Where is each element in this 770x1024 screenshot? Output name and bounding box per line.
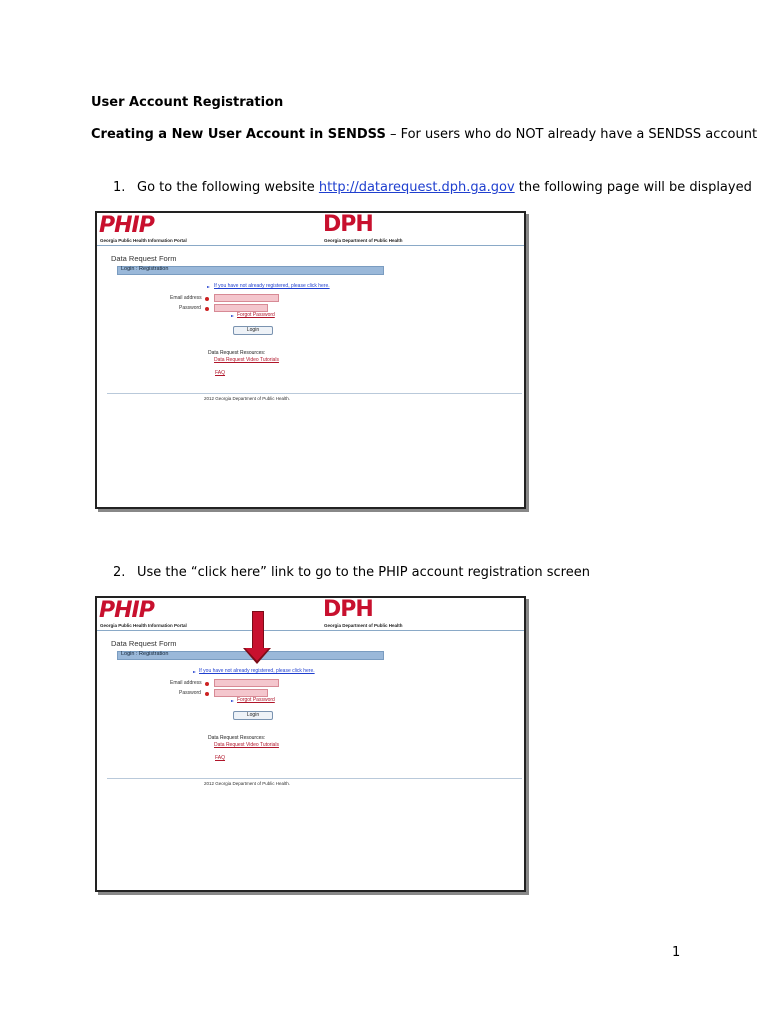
email-field[interactable] [214,294,279,302]
step-1-prefix: Go to the following website [137,180,319,195]
forgot-password-link[interactable]: Forgot Password [237,697,275,703]
password-field[interactable] [214,304,268,312]
dph-subtitle: Georgia Department of Public Health [324,238,403,243]
portal-header [97,598,524,631]
required-dot-icon [205,692,209,696]
dph-logo: DPH [323,212,373,237]
phip-logo: PHIP [99,598,154,623]
video-tutorials-link[interactable]: Data Request Video Tutorials [214,357,279,363]
login-button[interactable]: Login [233,326,273,335]
video-tutorials-link[interactable]: Data Request Video Tutorials [214,742,279,748]
bullet-arrow-icon [193,671,196,673]
copyright: 2012 Georgia Department of Public Health. [204,781,291,786]
footer-divider [107,778,522,779]
screenshot-2 [95,596,526,892]
document-heading: User Account Registration [91,95,284,110]
subheading-rest: – For users who do NOT already have a SENDSS account [385,127,758,142]
step-1-suffix: the following page will be displayed [514,180,752,195]
portal-header [97,213,524,246]
register-click-here-link[interactable]: If you have not already registered, please click here. [214,283,330,289]
bullet-arrow-icon [207,286,210,288]
copyright: 2012 Georgia Department of Public Health. [204,396,291,401]
forgot-password-link[interactable]: Forgot Password [237,312,275,318]
arrow-head-fill [245,648,269,661]
step-1-number: 1. [113,180,126,195]
footer-divider [107,393,522,394]
login-button[interactable]: Login [233,711,273,720]
login-bar-label: Login : Registration [121,266,169,272]
resources-title: Data Request Resources: [208,735,266,741]
password-field[interactable] [214,689,268,697]
form-title: Data Request Form [111,639,177,648]
password-label: Password [179,305,201,311]
faq-link[interactable]: FAQ [215,755,226,761]
arrow-shaft [252,611,264,651]
login-bar-label: Login : Registration [121,651,169,657]
register-click-here-link[interactable]: If you have not already registered, please click here. [199,668,315,674]
resources-title: Data Request Resources: [208,350,266,356]
step-2-text: Use the “click here” link to go to the PHIP account registration screen [137,565,590,580]
dph-subtitle: Georgia Department of Public Health [324,623,403,628]
password-label: Password [179,690,201,696]
required-dot-icon [205,307,209,311]
dph-logo: DPH [323,597,373,622]
step-2-number: 2. [113,565,126,580]
document-subheading [91,127,757,142]
phip-logo: PHIP [99,213,154,238]
datarequest-url-link[interactable]: http://datarequest.dph.ga.gov [318,180,515,195]
page-number: 1 [672,945,681,960]
required-dot-icon [205,682,209,686]
phip-subtitle: Georgia Public Health Information Portal [100,238,187,243]
form-title: Data Request Form [111,254,177,263]
email-label: Email address [170,680,202,686]
required-dot-icon [205,297,209,301]
email-label: Email address [170,295,202,301]
bullet-arrow-icon [231,700,234,702]
faq-link[interactable]: FAQ [215,370,226,376]
phip-subtitle: Georgia Public Health Information Portal [100,623,187,628]
login-registration-bar [117,266,384,275]
step-1-text [137,180,752,195]
email-field[interactable] [214,679,279,687]
bullet-arrow-icon [231,315,234,317]
screenshot-1 [95,211,526,509]
subheading-bold: Creating a New User Account in SENDSS [91,127,386,142]
